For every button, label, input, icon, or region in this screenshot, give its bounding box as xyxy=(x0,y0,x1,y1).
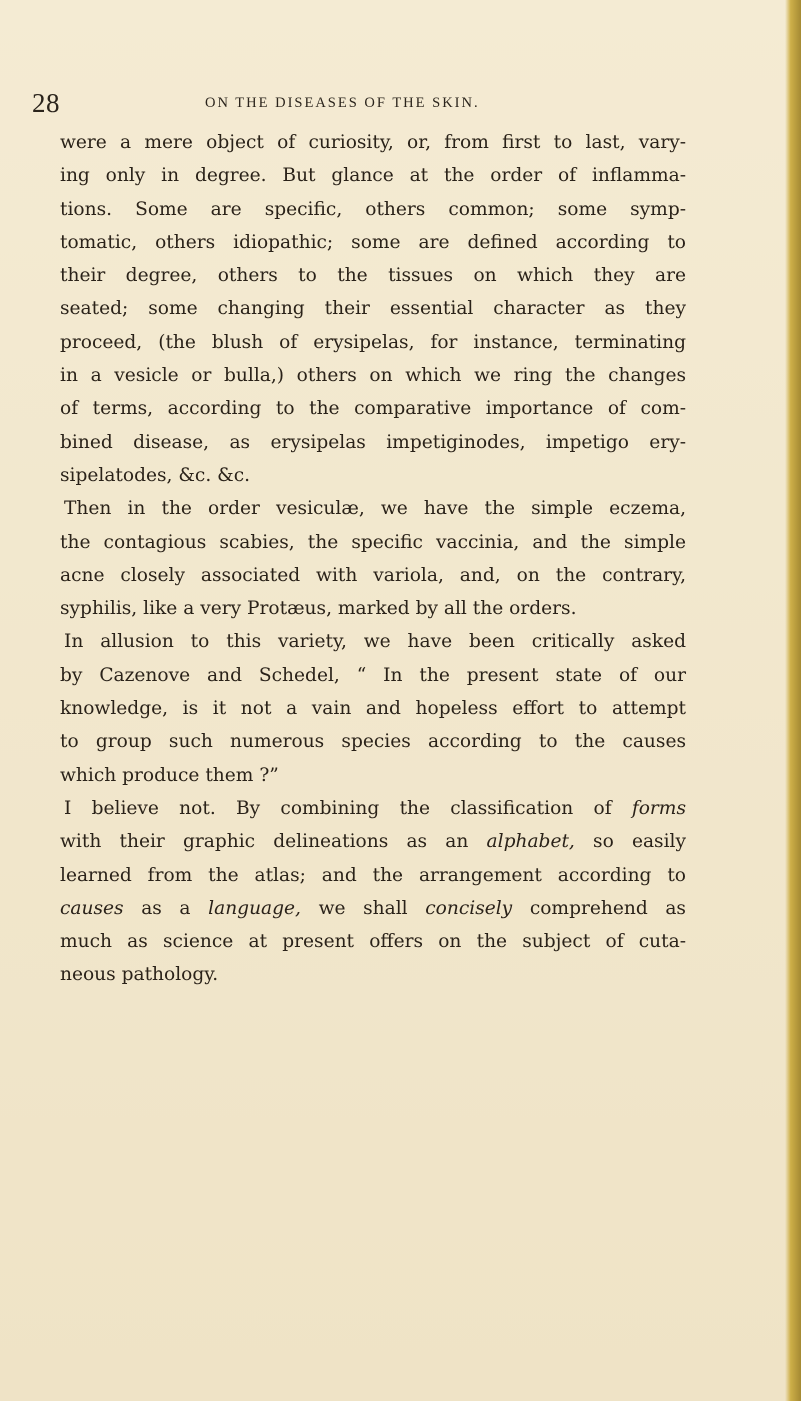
italic-term: language, xyxy=(208,897,301,919)
text-line: proceed, (the blush of erysipelas, for instance, terminating xyxy=(60,331,686,353)
text-line xyxy=(60,892,686,925)
text-run: I believe not. By combining the classification of xyxy=(64,797,612,819)
text-line: of terms, according to the comparative importance of com- xyxy=(60,398,686,420)
text-run: as a xyxy=(141,897,191,919)
text-line xyxy=(60,825,686,858)
text-run: we shall xyxy=(318,897,408,919)
text-line: the contagious scabies, the specific vaccinia, and the simple xyxy=(60,531,686,553)
text-line: tions. Some are specific, others common; some symp- xyxy=(60,198,686,220)
text-line: were a mere object of curiosity, or, from first to last, vary- xyxy=(60,132,686,153)
text-line: which produce them ?” xyxy=(60,764,279,786)
italic-term: concisely xyxy=(425,897,513,919)
text-line: neous pathology. xyxy=(60,964,219,986)
text-line: acne closely associated with variola, and, on the contrary, xyxy=(60,564,686,586)
body-text xyxy=(60,126,686,992)
page-edge-shadow xyxy=(785,0,801,1401)
text-line: sipelatodes, &c. &c. xyxy=(60,464,251,486)
page-number: 28 xyxy=(32,88,60,118)
text-line: bined disease, as erysipelas impetiginodes, impetigo ery- xyxy=(60,431,686,453)
text-line: knowledge, is it not a vain and hopeless effort to attempt xyxy=(60,698,686,720)
text-line: ing only in degree. But glance at the order of inflamma- xyxy=(60,165,686,187)
text-line: in a vesicle or bulla,) others on which we ring the changes xyxy=(60,365,686,387)
text-line: In allusion to this variety, we have been critically asked xyxy=(64,631,686,653)
text-line: syphilis, like a very Protæus, marked by all the orders. xyxy=(60,598,577,620)
text-line: tomatic, others idiopathic; some are defined according to xyxy=(60,231,686,253)
italic-term: forms xyxy=(631,797,686,819)
text-run: comprehend as xyxy=(529,897,686,919)
text-run: with their graphic delineations as an xyxy=(60,831,469,853)
italic-term: alphabet, xyxy=(486,831,575,853)
text-run: so easily xyxy=(593,831,687,853)
text-line xyxy=(60,792,686,825)
text-line: to group such numerous species according to the causes xyxy=(60,731,686,753)
text-line: learned from the atlas; and the arrangement according to xyxy=(60,864,686,886)
text-line: Then in the order vesiculæ, we have the simple eczema, xyxy=(64,498,686,520)
italic-term: causes xyxy=(60,897,124,919)
text-line: much as science at present offers on the subject of cuta- xyxy=(60,931,686,953)
text-line: by Cazenove and Schedel, “ In the present state of our xyxy=(60,664,686,686)
text-line: seated; some changing their essential character as they xyxy=(60,298,686,320)
running-head: ON THE DISEASES OF THE SKIN. xyxy=(205,95,480,111)
text-line: their degree, others to the tissues on which they are xyxy=(60,265,686,287)
